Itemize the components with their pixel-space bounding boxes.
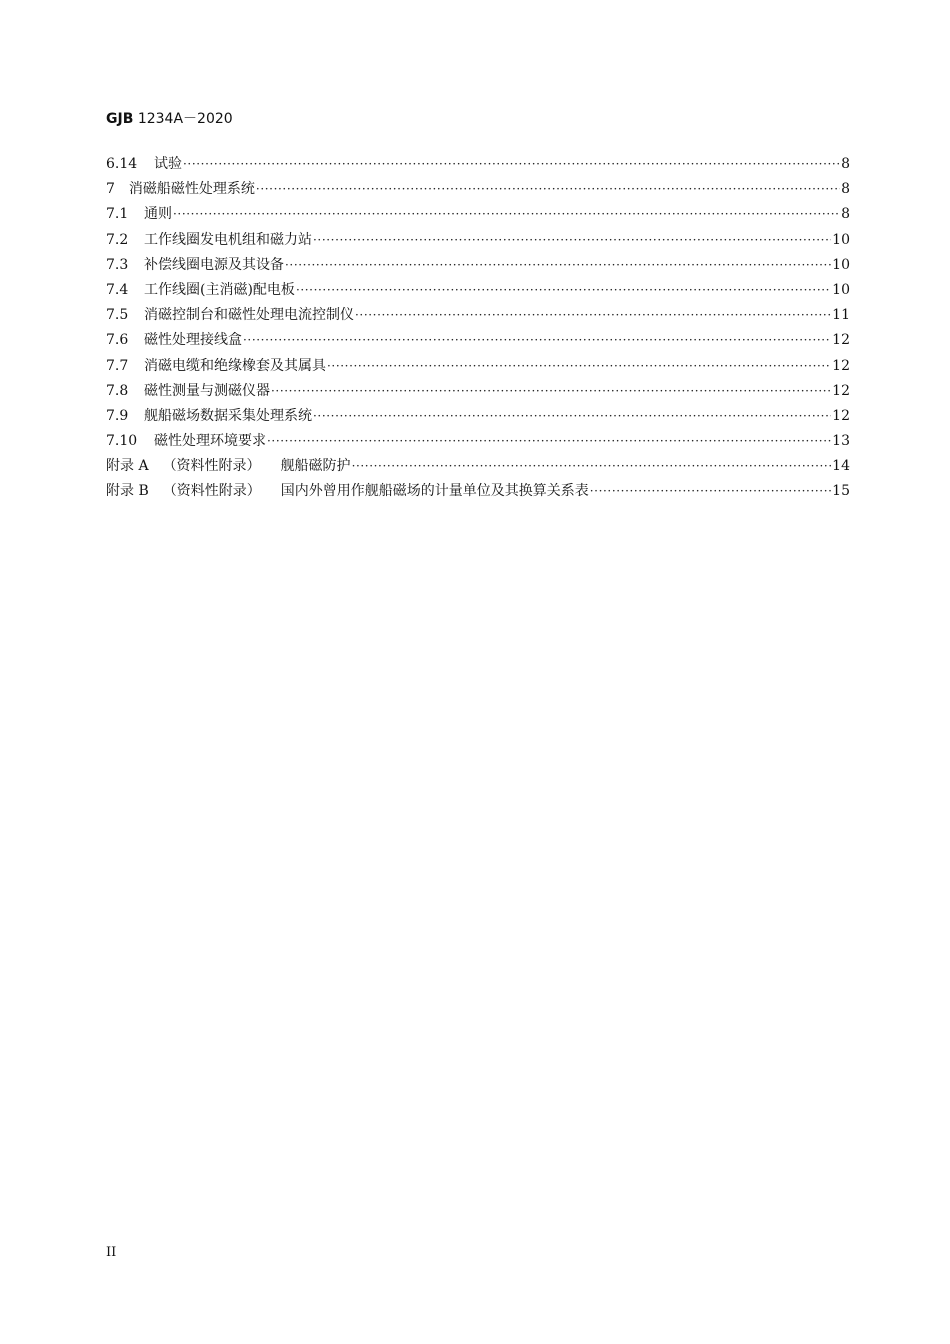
toc-entry-number: 7.10 [106, 433, 138, 450]
toc-leader-dots [313, 228, 831, 253]
toc-entry-title: 补偿线圈电源及其设备 [144, 256, 284, 273]
table-of-contents [106, 152, 850, 505]
toc-entry-number: 7.4 [106, 281, 129, 298]
toc-leader-dots [183, 152, 840, 177]
toc-entry-6-14[interactable] [106, 152, 850, 177]
toc-entry-7-1[interactable] [106, 202, 850, 227]
toc-entry-7-10[interactable] [106, 429, 850, 454]
toc-leader-dots [267, 429, 831, 454]
toc-entry-number: 7.3 [106, 256, 129, 273]
toc-entry-title: 通则 [144, 206, 172, 223]
toc-entry-title: 消磁电缆和绝缘橡套及其属具 [144, 357, 326, 374]
toc-entry-number: 附录 B [106, 483, 149, 500]
toc-entry-title: 舰船磁防护 [280, 458, 351, 475]
toc-entry-7-3[interactable] [106, 253, 850, 278]
toc-entry-number: 7.2 [106, 231, 129, 248]
toc-leader-dots [313, 404, 831, 429]
toc-entry-appendix-b[interactable] [106, 479, 850, 504]
toc-appendix-type: （资料性附录） [162, 458, 261, 475]
toc-entry-number: 6.14 [106, 156, 138, 172]
toc-leader-dots [271, 379, 831, 404]
toc-entry-page: 10 [832, 256, 850, 273]
toc-entry-number: 7.6 [106, 332, 129, 349]
toc-entry-title: 工作线圈(主消磁)配电板 [144, 281, 295, 298]
toc-entry-title: 试验 [154, 156, 182, 172]
toc-entry-title: 国内外曾用作舰船磁场的计量单位及其换算关系表 [280, 483, 589, 500]
toc-entry-7-9[interactable] [106, 404, 850, 429]
toc-leader-dots [352, 454, 832, 479]
toc-entry-7-6[interactable] [106, 328, 850, 353]
toc-entry-number: 7.8 [106, 382, 129, 399]
toc-entry-title: 磁性测量与测磁仪器 [144, 382, 270, 399]
toc-leader-dots [173, 202, 840, 227]
toc-leader-dots [296, 278, 831, 303]
toc-leader-dots [327, 354, 831, 379]
toc-entry-number: 附录 A [106, 458, 149, 475]
toc-entry-page: 10 [832, 281, 850, 298]
toc-leader-dots [285, 253, 831, 278]
toc-entry-title: 磁性处理接线盒 [144, 332, 242, 349]
toc-appendix-type: （资料性附录） [162, 483, 261, 500]
toc-leader-dots [590, 479, 831, 504]
toc-leader-dots [256, 177, 840, 202]
page-number: II [106, 1245, 117, 1260]
toc-entry-7-5[interactable] [106, 303, 850, 328]
toc-entry-7-2[interactable] [106, 228, 850, 253]
toc-entry-page: 10 [832, 231, 850, 248]
toc-entry-7-4[interactable] [106, 278, 850, 303]
toc-entry-title: 磁性处理环境要求 [154, 433, 266, 450]
toc-entry-page: 12 [832, 382, 850, 399]
toc-entry-number: 7.7 [106, 357, 129, 374]
toc-entry-number: 7.1 [106, 206, 129, 223]
toc-entry-page: 13 [832, 433, 850, 450]
toc-entry-page: 12 [832, 332, 850, 349]
toc-leader-dots [243, 328, 831, 353]
toc-entry-7-8[interactable] [106, 379, 850, 404]
toc-entry-title: 舰船磁场数据采集处理系统 [144, 407, 312, 424]
toc-entry-title: 消磁控制台和磁性处理电流控制仪 [144, 307, 354, 324]
toc-entry-page: 11 [832, 307, 850, 324]
standard-code: GJB [106, 111, 134, 127]
toc-entry-page: 12 [832, 357, 850, 374]
toc-entry-7[interactable] [106, 177, 850, 202]
toc-entry-7-7[interactable] [106, 354, 850, 379]
toc-leader-dots [355, 303, 831, 328]
toc-entry-title: 消磁船磁性处理系统 [128, 181, 255, 198]
document-header [106, 111, 233, 127]
toc-entry-page: 8 [841, 156, 850, 172]
toc-entry-page: 12 [832, 407, 850, 424]
toc-entry-number: 7.5 [106, 307, 129, 324]
toc-entry-page: 8 [841, 181, 850, 198]
toc-entry-page: 8 [841, 206, 850, 223]
toc-entry-page: 15 [832, 483, 850, 500]
standard-number: 1234A－2020 [137, 111, 233, 127]
toc-entry-title: 工作线圈发电机组和磁力站 [144, 231, 312, 248]
toc-entry-page: 14 [832, 458, 850, 475]
toc-entry-number: 7.9 [106, 407, 129, 424]
toc-entry-number: 7 [106, 181, 115, 198]
toc-entry-appendix-a[interactable] [106, 454, 850, 479]
